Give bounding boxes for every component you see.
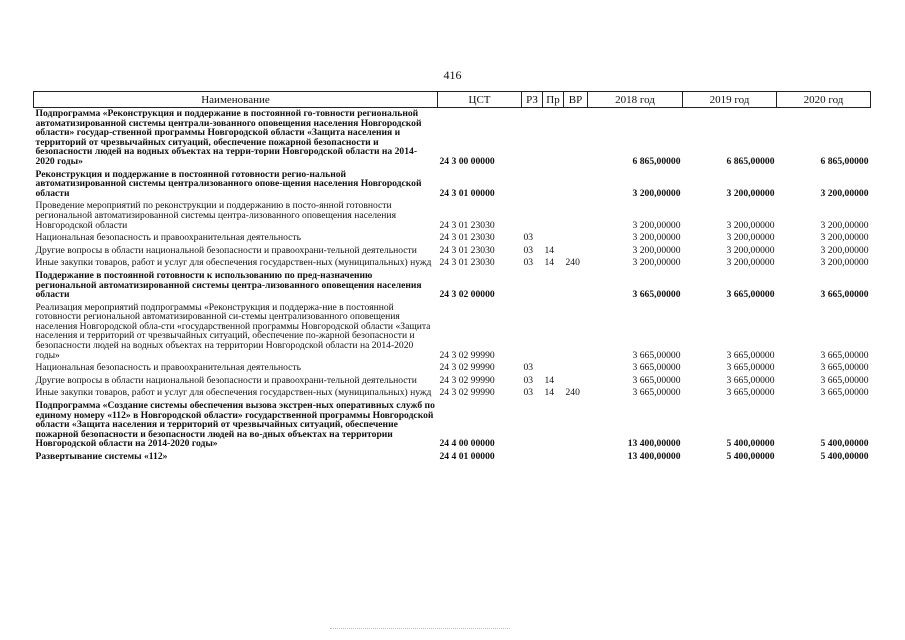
- cell-2020: 3 665,00000: [820, 387, 869, 399]
- cell-rz: 03: [523, 232, 534, 244]
- cell-rz: [522, 400, 543, 451]
- cell-pr: [543, 169, 564, 201]
- table-row: [34, 451, 871, 464]
- table-body: [34, 108, 871, 464]
- cell-2019: 3 665,00000: [726, 289, 775, 301]
- cell-name: Поддержание в постоянной готовности к использованию по пред-назначению региональной автоматизированной системы центра-лизованного оповещения населения области: [35, 269, 422, 301]
- cell-vr: [564, 270, 588, 302]
- cell-rz: [522, 270, 543, 302]
- cell-2019: 3 665,00000: [726, 362, 775, 374]
- cell-2020: 5 400,00000: [820, 438, 869, 450]
- cell-2019: 6 865,00000: [726, 155, 775, 167]
- header-cst: ЦСТ: [438, 92, 522, 108]
- cell-vr: [564, 375, 588, 388]
- cell-rz: [522, 108, 543, 169]
- cell-name: Развертывание системы «112»: [35, 451, 168, 462]
- cell-2020: 3 665,00000: [820, 362, 869, 374]
- table-row: [34, 387, 871, 400]
- table-row: [34, 270, 871, 302]
- table-row: [34, 169, 871, 201]
- cell-name: Иные закупки товаров, работ и услуг для обеспечения государствен-ных (муниципальных) нужд: [35, 387, 432, 399]
- cell-2018: 6 865,00000: [632, 155, 681, 167]
- cell-2020: 5 400,00000: [820, 451, 869, 462]
- cell-cst: 24 4 01 00000: [439, 451, 495, 462]
- table-row: [34, 245, 871, 258]
- table-row: [34, 400, 871, 451]
- cell-rz: [522, 169, 543, 201]
- cell-name: Подпрограмма «Создание системы обеспечения вызова экстрен-ных оперативных служб по единому номеру «112» в Новгородской области» государственной программы Новгородской области «Защита населения и территорий от чрезвычайных ситуаций, обеспечение пожарной безопасности и безопасности людей на во-дных объектах на территории Новгородской области на 2014-2020 годы»: [35, 400, 435, 450]
- cell-vr: [564, 302, 588, 363]
- cell-2019: 3 200,00000: [726, 244, 775, 256]
- cell-2018: 3 200,00000: [632, 219, 681, 231]
- cell-2019: 5 400,00000: [726, 438, 775, 450]
- table-row: [34, 375, 871, 388]
- cell-2020: 6 865,00000: [820, 155, 869, 167]
- cell-2020: 3 665,00000: [820, 374, 869, 386]
- page-number: 416: [443, 68, 462, 82]
- cell-2019: 3 665,00000: [726, 387, 775, 399]
- cell-name: Подпрограмма «Реконструкция и поддержание в постоянной го-товности региональной автоматизированной системы централи-зованного оповещения населения Новгородской области» государ-ственной программы Новгородской области «Защита населения и территорий от чрезвычайных ситуаций, обеспечение пожарной безопасности и безопасности людей на водных объектах на терри-тории Новгородской области на 2014-2020 годы»: [35, 108, 422, 167]
- cell-2019: 3 665,00000: [726, 349, 775, 361]
- table-row: [34, 302, 871, 363]
- cell-vr: [564, 169, 588, 201]
- cell-vr: [564, 362, 588, 375]
- header-name: Наименование: [34, 92, 438, 108]
- cell-2018: 3 665,00000: [632, 289, 681, 301]
- cell-pr: [543, 270, 564, 302]
- cell-2018: 3 665,00000: [632, 387, 681, 399]
- cell-cst: 24 3 02 99990: [439, 374, 495, 386]
- cell-vr: [564, 200, 588, 232]
- cell-2020: 3 200,00000: [820, 187, 869, 199]
- table-row: [34, 257, 871, 270]
- cell-cst: 24 3 01 00000: [439, 187, 495, 199]
- cell-pr: 14: [544, 244, 555, 256]
- cell-name: Иные закупки товаров, работ и услуг для обеспечения государствен-ных (муниципальных) нужд: [35, 257, 432, 269]
- cell-cst: 24 3 02 99990: [439, 349, 495, 361]
- cell-cst: 24 3 02 00000: [439, 289, 495, 301]
- cell-vr: 240: [565, 257, 580, 269]
- cell-2019: 3 200,00000: [726, 187, 775, 199]
- cell-name: Проведение мероприятий по реконструкции и поддержанию в посто-янной готовности региональной автоматизированной системы центра-лизованного оповещения населения Новгородской области: [35, 200, 396, 231]
- table-header-row: [34, 92, 871, 108]
- cell-2020: 3 665,00000: [820, 349, 869, 361]
- cell-2018: 13 400,00000: [627, 438, 681, 450]
- cell-vr: 240: [565, 387, 580, 399]
- header-2020: 2020 год: [777, 92, 871, 108]
- cell-pr: [543, 362, 564, 375]
- cell-vr: [564, 232, 588, 245]
- cell-2018: 3 665,00000: [632, 374, 681, 386]
- cell-2018: 3 665,00000: [632, 362, 681, 374]
- header-pr: Пр: [543, 92, 564, 108]
- cell-2020: 3 665,00000: [820, 289, 869, 301]
- cell-rz: 03: [523, 374, 534, 386]
- cell-rz: 03: [523, 362, 534, 374]
- cell-2018: 3 665,00000: [632, 349, 681, 361]
- cell-rz: 03: [523, 244, 534, 256]
- cell-rz: 03: [523, 387, 534, 399]
- cell-2019: 3 200,00000: [726, 232, 775, 244]
- cell-2019: 3 665,00000: [726, 374, 775, 386]
- cell-pr: [543, 400, 564, 451]
- cell-name: Другие вопросы в области национальной безопасности и правоохрани-тельной деятельности: [35, 374, 417, 386]
- cell-vr: [564, 400, 588, 451]
- cell-pr: [543, 200, 564, 232]
- cell-cst: 24 3 01 23030: [439, 232, 495, 244]
- table-row: [34, 200, 871, 232]
- cell-cst: 24 3 00 00000: [439, 155, 495, 167]
- cell-rz: 03: [523, 257, 534, 269]
- cell-pr: 14: [544, 374, 555, 386]
- header-2018: 2018 год: [588, 92, 683, 108]
- cell-name: Национальная безопасность и правоохранительная деятельность: [35, 362, 301, 374]
- cell-2020: 3 200,00000: [820, 232, 869, 244]
- cell-cst: 24 3 02 99990: [439, 362, 495, 374]
- budget-table: [33, 91, 871, 464]
- cell-pr: 14: [544, 387, 555, 399]
- cell-2020: 3 200,00000: [820, 244, 869, 256]
- table-row: [34, 232, 871, 245]
- header-rz: РЗ: [522, 92, 543, 108]
- cell-2019: 5 400,00000: [726, 451, 775, 462]
- cell-cst: 24 3 01 23030: [439, 244, 495, 256]
- scan-artifact-line: [330, 628, 510, 631]
- cell-name: Национальная безопасность и правоохранительная деятельность: [35, 232, 301, 244]
- cell-name: Реализация мероприятий подпрограммы «Реконструкция и поддержа-ние в постоянной готовности региональной автоматизированной си-стемы централизованного оповещения населения Новгородской обла-сти «государственной программы Новгородской области «Защита населения и территорий от чрезвычайных ситуаций, обеспечение по-жарной безопасности и безопасности людей на водных объектах на территории Новгородской области на 2014-2020 годы»: [35, 301, 431, 361]
- cell-cst: 24 4 00 00000: [439, 438, 495, 450]
- cell-2019: 3 200,00000: [726, 257, 775, 269]
- cell-2018: 3 200,00000: [632, 244, 681, 256]
- cell-pr: 14: [544, 257, 555, 269]
- cell-2018: 3 200,00000: [632, 257, 681, 269]
- cell-pr: [543, 451, 564, 464]
- cell-2020: 3 200,00000: [820, 257, 869, 269]
- cell-2020: 3 200,00000: [820, 219, 869, 231]
- cell-name: Другие вопросы в области национальной безопасности и правоохрани-тельной деятельности: [35, 244, 417, 256]
- cell-cst: 24 3 01 23030: [439, 219, 495, 231]
- cell-rz: [522, 200, 543, 232]
- cell-pr: [543, 232, 564, 245]
- cell-2018: 13 400,00000: [627, 451, 681, 462]
- cell-vr: [564, 108, 588, 169]
- cell-pr: [543, 108, 564, 169]
- cell-cst: 24 3 02 99990: [439, 387, 495, 399]
- cell-rz: [522, 451, 543, 464]
- header-2019: 2019 год: [683, 92, 777, 108]
- cell-rz: [522, 302, 543, 363]
- table-row: [34, 362, 871, 375]
- cell-name: Реконструкция и поддержание в постоянной готовности регио-нальной автоматизированной системы централизованного опове-щения населения Новгородской области: [35, 168, 422, 199]
- cell-2019: 3 200,00000: [726, 219, 775, 231]
- header-vr: ВР: [564, 92, 588, 108]
- cell-vr: [564, 245, 588, 258]
- cell-vr: [564, 451, 588, 464]
- cell-2018: 3 200,00000: [632, 232, 681, 244]
- cell-2018: 3 200,00000: [632, 187, 681, 199]
- table-row: [34, 108, 871, 169]
- cell-cst: 24 3 01 23030: [439, 257, 495, 269]
- cell-pr: [543, 302, 564, 363]
